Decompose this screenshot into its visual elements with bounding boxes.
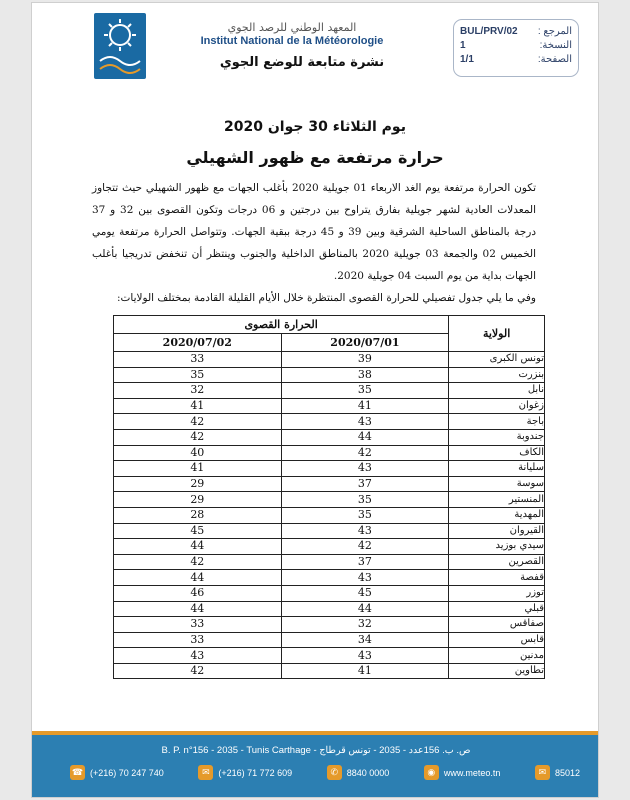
wilaya-cell: تونس الكبرى [449,352,545,368]
footer-contact-text[interactable]: www.meteo.tn [443,767,501,778]
wilaya-cell: مدنين [449,648,545,664]
table-row [114,570,545,586]
wilaya-cell: زغوان [449,398,545,414]
temp-day2-cell: 44 [114,601,282,617]
temp-day1-cell: 41 [281,398,449,414]
table-row [114,539,545,555]
header-date-1: 2020/07/01 [281,334,449,352]
table-row [114,398,545,414]
header-wilaya: الولاية [449,316,545,352]
table-row [114,429,545,445]
wilaya-cell: باجة [449,414,545,430]
temp-day2-cell: 43 [114,648,282,664]
temp-day2-cell: 28 [114,507,282,523]
temp-day2-cell: 42 [114,663,282,679]
table-row [114,523,545,539]
institute-name-fr: Institut National de la Météorologie [200,35,384,47]
wilaya-cell: بنزرت [449,367,545,383]
table-row [114,601,545,617]
page-value: 1/1 [460,54,474,65]
temp-day1-cell: 38 [281,367,449,383]
temp-day1-cell: 34 [281,632,449,648]
reference-value: BUL/PRV/02 [460,26,518,37]
footer-contact [70,765,164,780]
temp-day1-cell: 42 [281,539,449,555]
temp-day1-cell: 42 [281,445,449,461]
wilaya-cell: توزر [449,585,545,601]
table-row [114,585,545,601]
footer-contact-text: (+216) 70 247 740 [90,767,164,778]
wilaya-cell: صفاقس [449,617,545,633]
web-icon: ◉ [424,765,439,780]
table-row [114,461,545,477]
temp-day2-cell: 44 [114,539,282,555]
wilaya-cell: المنستير [449,492,545,508]
institute-name-ar: المعهد الوطني للرصد الجوي [227,21,357,34]
temp-day1-cell: 35 [281,492,449,508]
bulletin-title: نشرة متابعة للوضع الجوي [219,55,385,70]
institute-logo [94,13,146,79]
table-row [114,632,545,648]
temp-day1-cell: 43 [281,414,449,430]
temp-day1-cell: 45 [281,585,449,601]
footer-contact [535,765,580,780]
table-row [114,554,545,570]
temp-day2-cell: 41 [114,461,282,477]
temp-day1-cell: 43 [281,461,449,477]
hotline-icon: ✆ [327,765,342,780]
temp-day2-cell: 35 [114,367,282,383]
institute-name [192,21,392,47]
reference-row [460,25,572,39]
temp-day2-cell: 45 [114,523,282,539]
page-label: الصفحة: [537,54,572,65]
sms-icon: ✉ [535,765,550,780]
wilaya-cell: قابس [449,632,545,648]
temp-day1-cell: 35 [281,383,449,399]
temp-day2-cell: 33 [114,352,282,368]
reference-label: المرجع : [537,26,572,37]
wilaya-cell: قبلي [449,601,545,617]
wilaya-cell: القصرين [449,554,545,570]
headline: حرارة مرتفعة مع ظهور الشهيلي [186,148,444,167]
temp-day1-cell: 39 [281,352,449,368]
temp-day2-cell: 41 [114,398,282,414]
wilaya-cell: المهدية [449,507,545,523]
wilaya-cell: القيروان [449,523,545,539]
table-row [114,383,545,399]
wilaya-cell: نابل [449,383,545,399]
wilaya-cell: سيدي بوزيد [449,539,545,555]
forecast-paragraph: تكون الحرارة مرتفعة يوم الغد الاربعاء 01 جويلية 2020 بأغلب الجهات مع ظهور الشهيلي حيث تتجاوز المعدلات العادية لشهر جويلية بفارق يتراوح بين درجتين و 06 درجات وتكون القصوى بين 32 و 37 درجة بالمناطق الساحلية الشرقية وبين 39 و 45 درجة ببقية الجهات. وتتواصل الحرارة مرتفعة يومي الخميس 02 والجمعة 03 جويلية 2020 بالمناطق الداخلية والجنوب وينتظر أن تنخفض تدريجيا بأغلب الجهات بداية من يوم السبت 04 جويلية 2020. [92,182,537,282]
bulletin-page [31,2,599,798]
header-date-2: 2020/07/02 [114,334,282,352]
footer-contacts [70,765,580,780]
table-row [114,648,545,664]
temp-day1-cell: 43 [281,570,449,586]
fax-icon: ✉ [198,765,213,780]
temp-day2-cell: 40 [114,445,282,461]
footer-contact [424,765,501,780]
temp-day2-cell: 42 [114,414,282,430]
reference-box [453,19,579,77]
header-max-temp: الحرارة القصوى [114,316,449,334]
table-row [114,507,545,523]
temp-day2-cell: 29 [114,476,282,492]
wilaya-cell: سليانة [449,461,545,477]
temp-day1-cell: 37 [281,554,449,570]
wilaya-cell: الكاف [449,445,545,461]
phone-icon: ☎ [70,765,85,780]
edition-label: النسخة: [539,40,572,51]
table-row [114,492,545,508]
edition-row [460,39,572,53]
table-row [114,352,545,368]
page-row [460,53,572,67]
footer-contact [198,765,292,780]
table-row [114,414,545,430]
temp-day1-cell: 41 [281,663,449,679]
wilaya-cell: تطاوين [449,663,545,679]
temp-day2-cell: 33 [114,617,282,633]
footer-contact-text: 8840 0000 [346,767,390,778]
temp-day2-cell: 46 [114,585,282,601]
temp-day1-cell: 32 [281,617,449,633]
temp-day1-cell: 44 [281,429,449,445]
footer [32,731,599,798]
footer-contact [327,765,390,780]
wilaya-cell: جندوبة [449,429,545,445]
temp-day2-cell: 33 [114,632,282,648]
bulletin-date: يوم الثلاثاء 30 جوان 2020 [224,119,406,135]
footer-accent [32,731,599,735]
wilaya-cell: سوسة [449,476,545,492]
temp-day1-cell: 37 [281,476,449,492]
table-row [114,617,545,633]
footer-contact-text: (+216) 71 772 609 [218,767,293,778]
temp-day2-cell: 32 [114,383,282,399]
temp-day1-cell: 43 [281,648,449,664]
max-temperature-table [113,315,545,679]
table-row [114,663,545,679]
temp-day2-cell: 44 [114,570,282,586]
wilaya-cell: قفصة [449,570,545,586]
table-row [114,476,545,492]
table-row [114,445,545,461]
temp-day1-cell: 44 [281,601,449,617]
temp-day2-cell: 29 [114,492,282,508]
temp-day2-cell: 42 [114,554,282,570]
temp-day1-cell: 35 [281,507,449,523]
table-body [114,352,545,679]
footer-contact-text: 85012 [554,767,580,778]
edition-value: 1 [460,40,466,51]
table-row [114,367,545,383]
table-intro: وفي ما يلي جدول تفصيلي للحرارة القصوى المنتظرة خلال الأيام القليلة القادمة بمختلف الولايات: [117,292,536,304]
temp-day2-cell: 42 [114,429,282,445]
temp-day1-cell: 43 [281,523,449,539]
footer-address: B. P. n°156 - 2035 - Tunis Carthage - ص. ب. 156عدد - 2035 - تونس قرطاج [161,745,471,756]
